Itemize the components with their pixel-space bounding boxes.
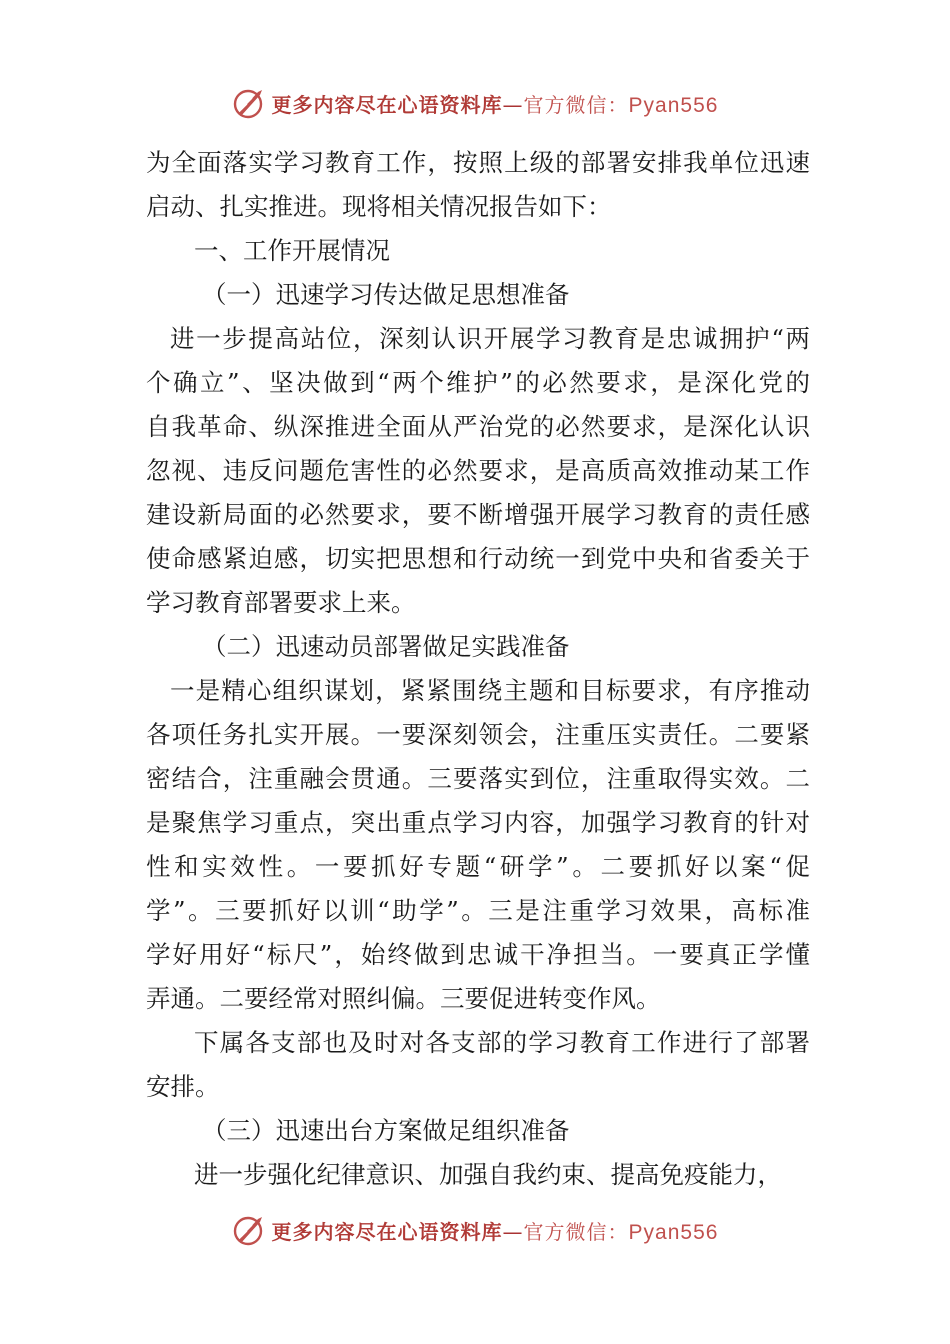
quill-pen-logo-icon xyxy=(232,1213,266,1247)
section-heading: 一、工作开展情况 xyxy=(194,236,390,265)
quill-pen-logo-icon xyxy=(232,86,266,120)
watermark-label: 官方微信： xyxy=(523,1219,629,1244)
paragraph-line: 各项任务扎实开展。一要深刻领会，注重压实责任。二要紧 xyxy=(146,720,810,749)
paragraph-line: 下属各支部也及时对各支部的学习教育工作进行了部署 xyxy=(194,1028,810,1057)
watermark-separator: — xyxy=(502,1219,524,1244)
watermark-site-name: 更多内容尽在心语资料库 xyxy=(271,1219,503,1244)
footer-watermark xyxy=(0,1210,950,1250)
paragraph-line: 学习教育部署要求上来。 xyxy=(146,588,416,617)
watermark-separator: — xyxy=(502,92,524,117)
paragraph-line: 个确立”、坚决做到“两个维护”的必然要求，是深化党的 xyxy=(146,368,810,397)
watermark-text xyxy=(272,89,719,118)
header-watermark xyxy=(0,83,950,123)
watermark-wechat-id: Pyan556 xyxy=(628,1220,719,1244)
paragraph-line: 启动、扎实推进。现将相关情况报告如下： xyxy=(146,192,612,221)
subsection-heading: （二）迅速动员部署做足实践准备 xyxy=(202,632,570,661)
subsection-heading: （三）迅速出台方案做足组织准备 xyxy=(202,1116,570,1145)
watermark-text xyxy=(272,1216,719,1245)
paragraph-line: 一是精心组织谋划，紧紧围绕主题和目标要求，有序推动 xyxy=(170,676,810,705)
paragraph-line: 使命感紧迫感，切实把思想和行动统一到党中央和省委关于 xyxy=(146,544,810,573)
paragraph-line: 是聚焦学习重点，突出重点学习内容，加强学习教育的针对 xyxy=(146,808,810,837)
paragraph-line: 忽视、违反问题危害性的必然要求，是高质高效推动某工作 xyxy=(146,456,810,485)
paragraph-line: 为全面落实学习教育工作，按照上级的部署安排我单位迅速 xyxy=(146,148,810,177)
watermark-label: 官方微信： xyxy=(523,92,629,117)
paragraph-line: 密结合，注重融会贯通。三要落实到位，注重取得实效。二 xyxy=(146,764,810,793)
paragraph-line: 学”。三要抓好以训“助学”。三是注重学习效果，高标准 xyxy=(146,896,810,925)
document-body xyxy=(146,141,810,1197)
subsection-heading: （一）迅速学习传达做足思想准备 xyxy=(202,280,570,309)
watermark-site-name: 更多内容尽在心语资料库 xyxy=(271,92,503,117)
watermark-wechat-id: Pyan556 xyxy=(628,93,719,117)
paragraph-line: 安排。 xyxy=(146,1072,220,1101)
paragraph-line: 建设新局面的必然要求，要不断增强开展学习教育的责任感 xyxy=(146,500,810,529)
paragraph-line: 学好用好“标尺”，始终做到忠诚干净担当。一要真正学懂 xyxy=(146,940,810,969)
paragraph-line: 弄通。二要经常对照纠偏。三要促进转变作风。 xyxy=(146,984,661,1013)
paragraph-line: 性和实效性。一要抓好专题“研学”。二要抓好以案“促 xyxy=(146,852,810,881)
paragraph-line: 进一步提高站位，深刻认识开展学习教育是忠诚拥护“两 xyxy=(170,324,810,353)
paragraph-line: 进一步强化纪律意识、加强自我约束、提高免疫能力， xyxy=(194,1160,782,1189)
paragraph-line: 自我革命、纵深推进全面从严治党的必然要求，是深化认识 xyxy=(146,412,810,441)
